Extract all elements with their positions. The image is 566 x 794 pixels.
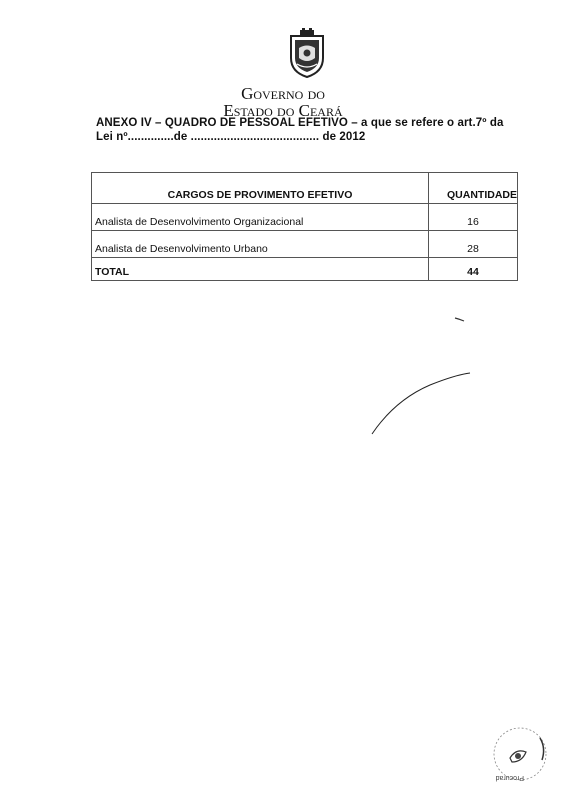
quantidade-cell: 28 (429, 231, 518, 258)
state-coat-of-arms-icon (287, 28, 327, 78)
protocol-stamp (488, 718, 548, 788)
cargo-cell: Analista de Desenvolvimento Urbano (92, 231, 429, 258)
government-name-line1: Governo do (241, 84, 325, 103)
quantidade-cell: 16 (429, 204, 518, 231)
header-cargos: CARGOS DE PROVIMENTO EFETIVO (92, 173, 429, 204)
stamp-text: Procurad (495, 774, 524, 781)
table-header-row (92, 173, 518, 204)
cargo-cell: Analista de Desenvolvimento Organizacional (92, 204, 429, 231)
table-total-row (92, 258, 518, 281)
table-row (92, 204, 518, 231)
staff-table (91, 172, 518, 281)
annex-title-line1: ANEXO IV – QUADRO DE PESSOAL EFETIVO – a que se refere o art.7º da (96, 117, 504, 129)
government-name-line2: Estado do Ceará (223, 101, 343, 120)
header-quantidade: QUANTIDADE (429, 173, 518, 204)
total-label: TOTAL (92, 258, 429, 281)
table-row (92, 231, 518, 258)
annex-title-line2: Lei nº..............de ....................................... de 2012 (96, 131, 366, 143)
total-value: 44 (429, 258, 518, 281)
